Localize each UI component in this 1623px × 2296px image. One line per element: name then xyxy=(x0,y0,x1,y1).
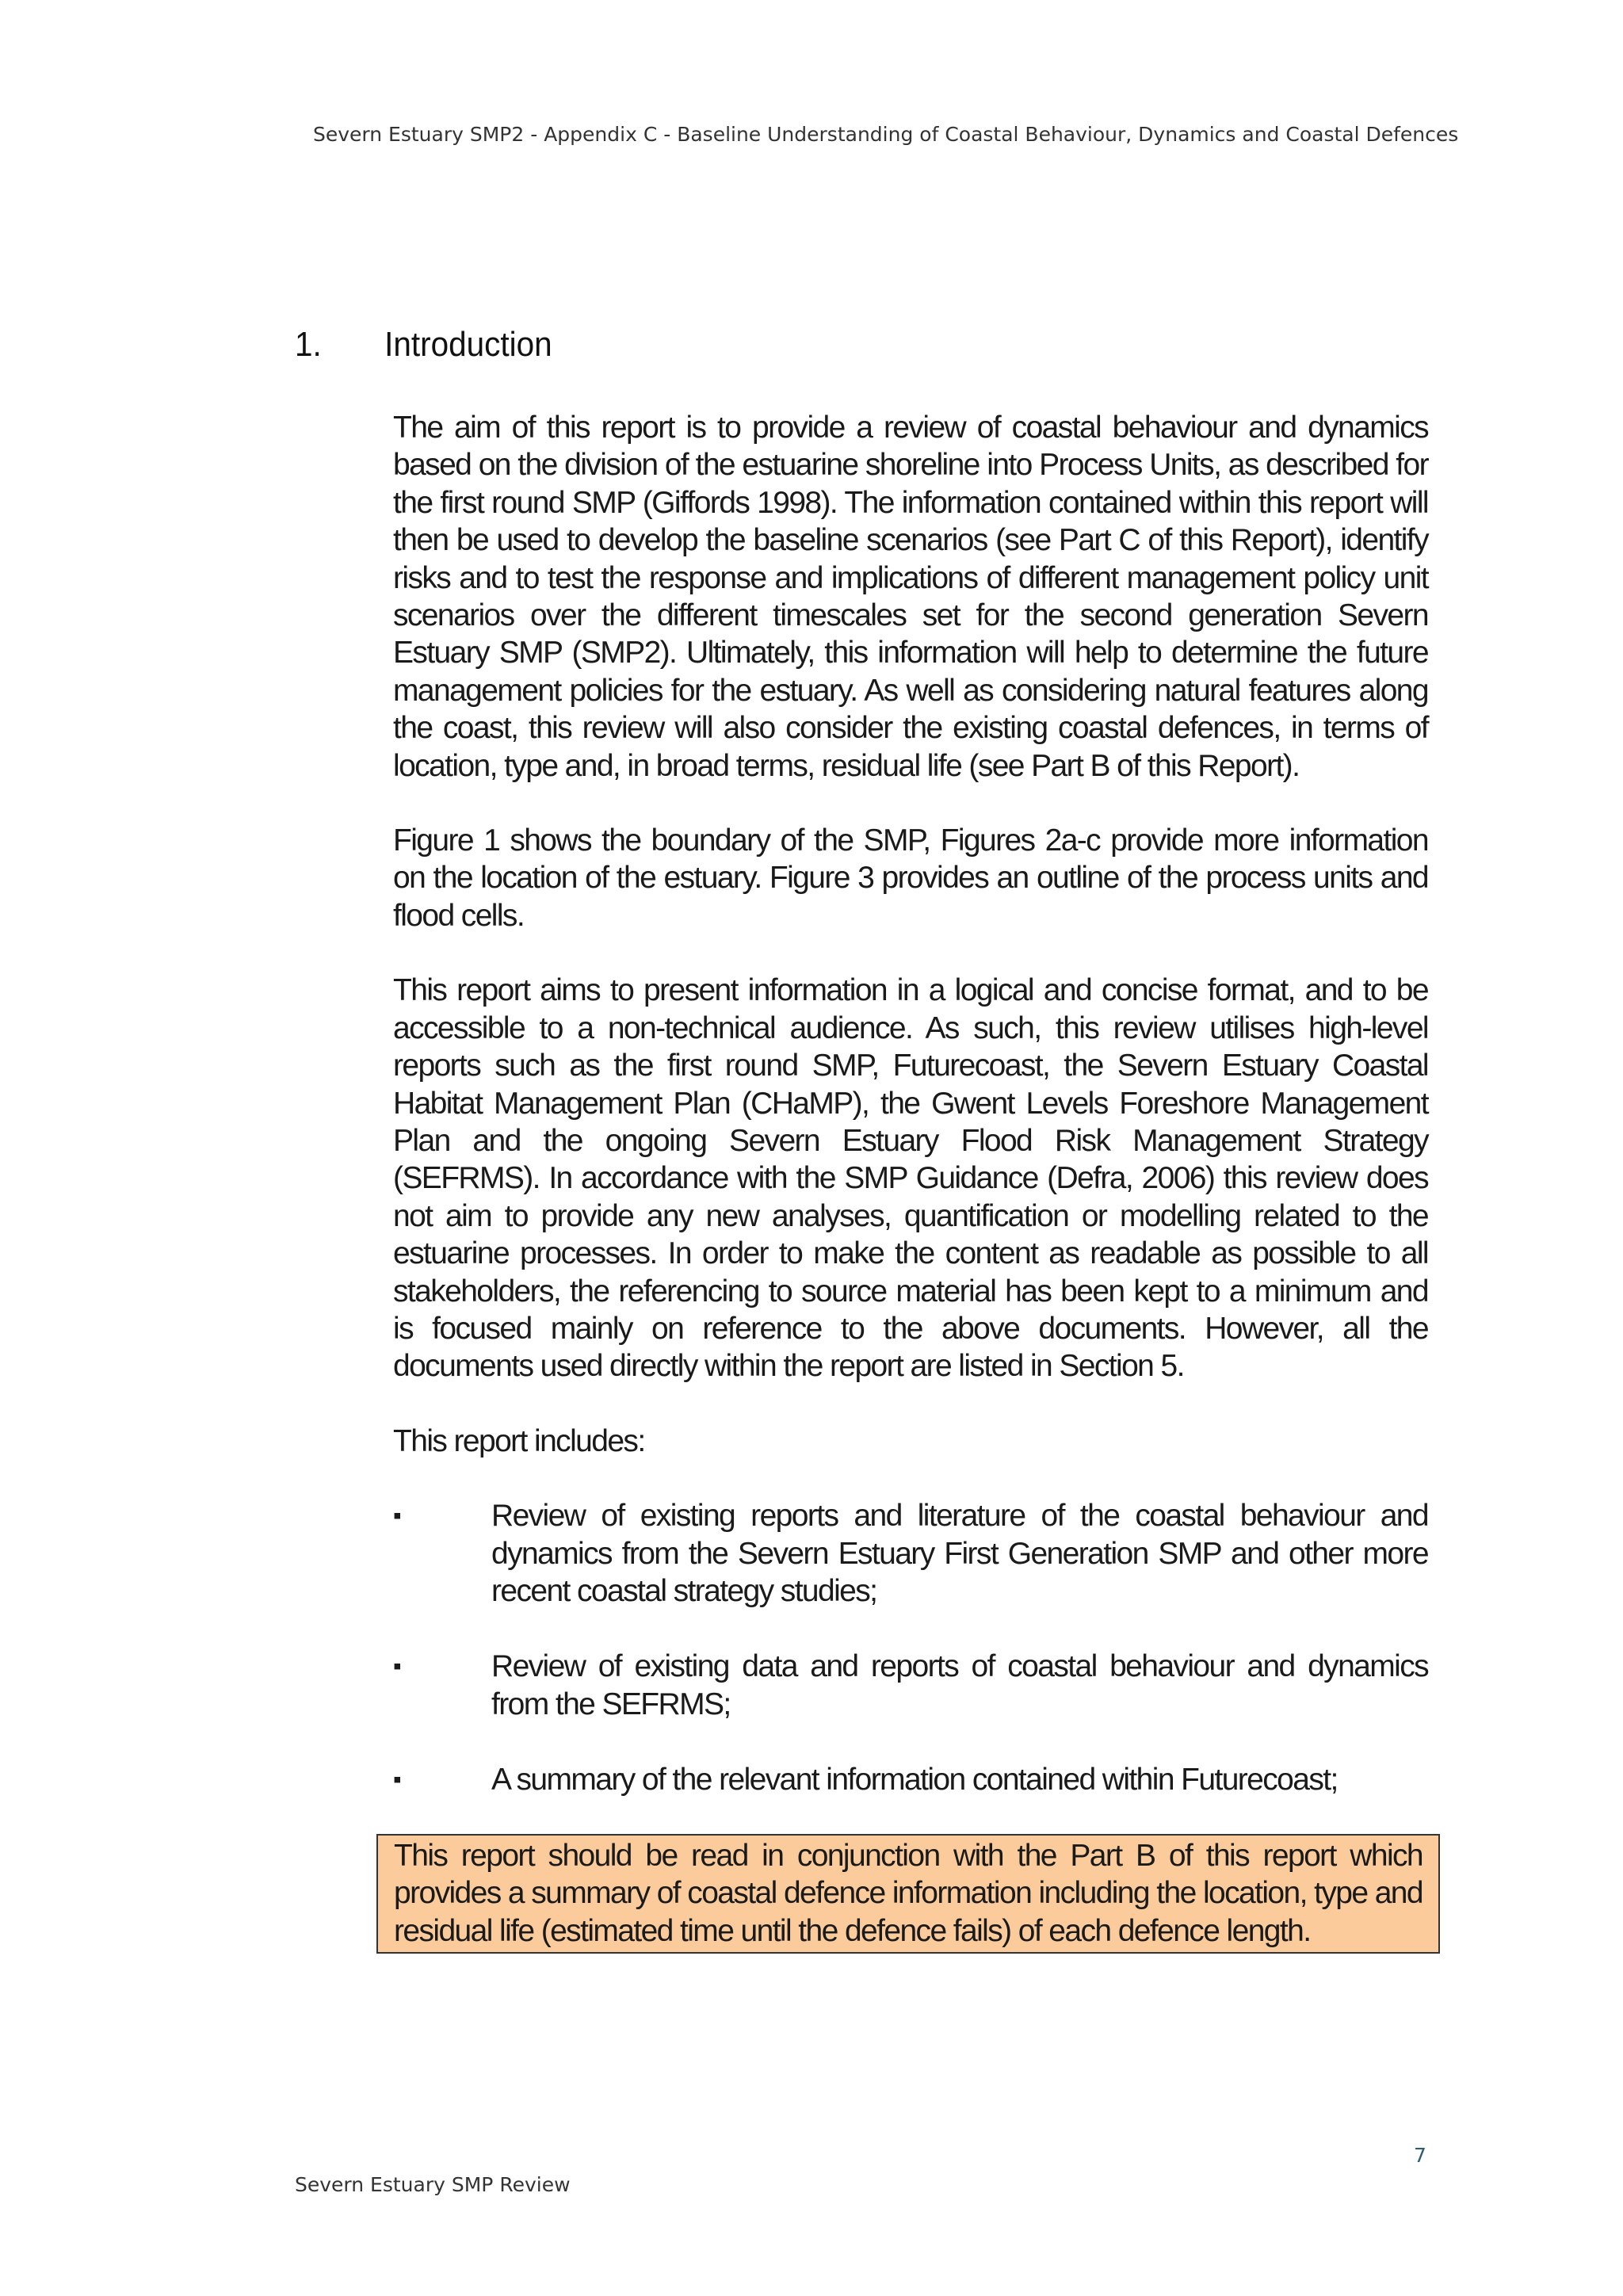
section-number: 1. xyxy=(295,325,322,364)
paragraph-includes-lead: This report includes: xyxy=(393,1423,645,1458)
square-bullet-icon: ▪ xyxy=(393,1503,401,1530)
includes-list xyxy=(393,1497,1428,1798)
square-bullet-icon: ▪ xyxy=(393,1653,401,1680)
running-footer: Severn Estuary SMP Review xyxy=(295,2173,571,2196)
paragraph-figures: Figure 1 shows the boundary of the SMP, Figures 2a-c provide more information on the location of the estuary. Figure 3 provides an outline of the process units and flood cells. xyxy=(393,823,1428,933)
list-item xyxy=(393,1497,1428,1610)
section-title: Introduction xyxy=(384,325,552,364)
list-item xyxy=(393,1648,1428,1723)
list-item-text: Review of existing data and reports of coastal behaviour and dynamics from the SEFRMS; xyxy=(491,1649,1428,1721)
paragraph-intro-aim: The aim of this report is to provide a review of coastal behaviour and dynamics based on the division of the estuarine shoreline into Process Units, as described for the first round SMP (Giffords 1998). The information contained within this report will then be used to develop the baseline scenarios (see Part C of this Report), identify risks and to test the response and implications of different management policy unit scenarios over the different timescales set for the second generation Severn Estuary SMP (SMP2). Ultimately, this information will help to determine the future management policies for the estuary. As well as considering natural features along the coast, this review will also consider the existing coastal defences, in terms of location, type and, in broad terms, residual life (see Part B of this Report). xyxy=(393,411,1428,783)
note-callout-box: This report should be read in conjunction with the Part B of this report which provides a summary of coastal defence information including the location, type and residual life (estimated time until the defence fails) of each defence length. xyxy=(376,1834,1440,1954)
running-header: Severn Estuary SMP2 - Appendix C - Baseline Understanding of Coastal Behaviour, Dynamics and Coastal Defences xyxy=(313,123,1459,146)
body-text xyxy=(393,409,1428,1837)
square-bullet-icon: ▪ xyxy=(393,1767,401,1794)
list-item-text: A summary of the relevant information contained within Futurecoast; xyxy=(491,1763,1338,1797)
list-item xyxy=(393,1761,1428,1798)
paragraph-approach: This report aims to present information in a logical and concise format, and to be accessible to a non-technical audience. As such, this review utilises high-level reports such as the first round SMP, Futurecoast, the Severn Estuary Coastal Habitat Management Plan (CHaMP), the Gwent Levels Foreshore Management Plan and the ongoing Severn Estuary Flood Risk Management Strategy (SEFRMS). In accordance with the SMP Guidance (Defra, 2006) this review does not aim to provide any new analyses, quantification or modelling related to the estuarine processes. In order to make the content as readable as possible to all stakeholders, the referencing to source material has been kept to a minimum and is focused mainly on reference to the above documents. However, all the documents used directly within the report are listed in Section 5. xyxy=(393,973,1428,1384)
section-heading xyxy=(295,325,552,365)
page-number: 7 xyxy=(1414,2144,1426,2167)
list-item-text: Review of existing reports and literature of the coastal behaviour and dynamics from the Severn Estuary First Generation SMP and other more recent coastal strategy studies; xyxy=(491,1499,1428,1608)
